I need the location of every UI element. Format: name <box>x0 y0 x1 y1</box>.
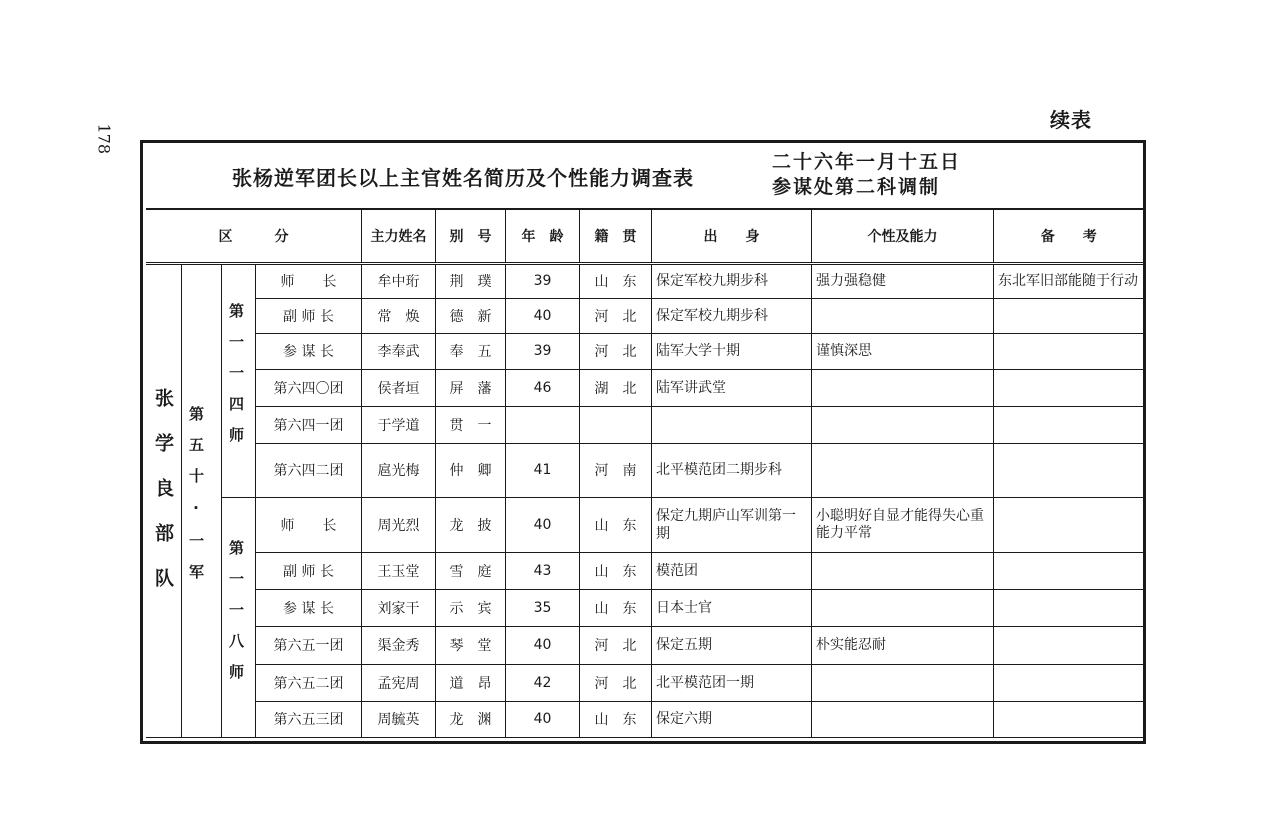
post-cell: 第六四二团 <box>256 443 362 497</box>
alias-cell: 琴 堂 <box>436 626 506 664</box>
background-cell: 保定军校九期步科 <box>652 263 812 298</box>
background-cell: 陆军讲武堂 <box>652 369 812 406</box>
remarks-cell <box>994 552 1144 589</box>
age-cell: 40 <box>506 298 580 333</box>
name-cell: 孟宪周 <box>362 664 436 701</box>
division-label: 第一一八师 <box>227 539 245 695</box>
remarks-cell <box>994 701 1144 737</box>
background-cell: 保定军校九期步科 <box>652 298 812 333</box>
remarks-cell <box>994 497 1144 552</box>
ability-cell <box>812 369 994 406</box>
ability-cell: 朴实能忍耐 <box>812 626 994 664</box>
army-label: 第五十·一军 <box>187 406 205 595</box>
post-cell: 第六四〇团 <box>256 369 362 406</box>
header-age: 年 龄 <box>506 209 580 263</box>
continuation-label: 续表 <box>1050 108 1092 132</box>
alias-cell: 道 昂 <box>436 664 506 701</box>
division-cell <box>222 263 256 497</box>
title-row <box>140 140 1146 208</box>
table-row <box>146 369 1144 406</box>
remarks-cell <box>994 589 1144 626</box>
remarks-cell <box>994 443 1144 497</box>
name-cell: 常 焕 <box>362 298 436 333</box>
origin-cell: 山 东 <box>580 701 652 737</box>
age-cell <box>506 406 580 443</box>
origin-cell: 山 东 <box>580 552 652 589</box>
post-cell: 参 谋 长 <box>256 333 362 369</box>
table-row <box>146 333 1144 369</box>
header-background: 出 身 <box>652 209 812 263</box>
post-cell: 参 谋 长 <box>256 589 362 626</box>
name-cell: 刘家干 <box>362 589 436 626</box>
origin-cell: 山 东 <box>580 497 652 552</box>
name-cell: 李奉武 <box>362 333 436 369</box>
background-cell: 北平模范团二期步科 <box>652 443 812 497</box>
remarks-cell <box>994 333 1144 369</box>
post-cell: 第六四一团 <box>256 406 362 443</box>
ability-cell <box>812 589 994 626</box>
ability-cell: 谨慎深思 <box>812 333 994 369</box>
name-cell: 王玉堂 <box>362 552 436 589</box>
age-cell: 41 <box>506 443 580 497</box>
origin-cell: 河 南 <box>580 443 652 497</box>
date-block <box>772 150 961 200</box>
alias-cell: 贯 一 <box>436 406 506 443</box>
background-cell: 模范团 <box>652 552 812 589</box>
name-cell: 周光烈 <box>362 497 436 552</box>
header-alias: 别 号 <box>436 209 506 263</box>
post-cell: 第六五一团 <box>256 626 362 664</box>
post-cell: 第六五二团 <box>256 664 362 701</box>
age-cell: 42 <box>506 664 580 701</box>
ability-cell: 小聪明好自显才能得失心重能力平常 <box>812 497 994 552</box>
header-remarks: 备 考 <box>994 209 1144 263</box>
table-row <box>146 589 1144 626</box>
alias-cell: 示 宾 <box>436 589 506 626</box>
background-cell: 保定五期 <box>652 626 812 664</box>
post-cell: 师 长 <box>256 497 362 552</box>
header-ability: 个性及能力 <box>812 209 994 263</box>
origin-cell: 河 北 <box>580 626 652 664</box>
remarks-cell <box>994 298 1144 333</box>
age-cell: 40 <box>506 497 580 552</box>
alias-cell: 奉 五 <box>436 333 506 369</box>
page-number: 178 <box>94 123 114 155</box>
background-cell: 保定六期 <box>652 701 812 737</box>
remarks-cell: 东北军旧部能随于行动 <box>994 263 1144 298</box>
remarks-cell <box>994 406 1144 443</box>
date-line: 二十六年一月十五日 <box>772 151 962 173</box>
background-cell: 陆军大学十期 <box>652 333 812 369</box>
header-name: 主力姓名 <box>362 209 436 263</box>
table-row <box>146 552 1144 589</box>
origin-cell: 河 北 <box>580 664 652 701</box>
background-cell: 保定九期庐山军训第一期 <box>652 497 812 552</box>
name-cell: 于学道 <box>362 406 436 443</box>
post-cell: 副 师 长 <box>256 552 362 589</box>
ability-cell <box>812 443 994 497</box>
remarks-cell <box>994 664 1144 701</box>
background-cell: 北平模范团一期 <box>652 664 812 701</box>
table-row <box>146 443 1144 497</box>
age-cell: 39 <box>506 263 580 298</box>
origin-cell: 山 东 <box>580 589 652 626</box>
table-row <box>146 701 1144 737</box>
header-origin: 籍 贯 <box>580 209 652 263</box>
remarks-cell <box>994 369 1144 406</box>
age-cell: 40 <box>506 626 580 664</box>
remarks-cell <box>994 626 1144 664</box>
officer-table <box>146 208 1144 738</box>
table-row <box>146 298 1144 333</box>
origin-cell: 山 东 <box>580 263 652 298</box>
name-cell: 扈光梅 <box>362 443 436 497</box>
ability-cell <box>812 406 994 443</box>
background-cell: 日本士官 <box>652 589 812 626</box>
origin-cell: 河 北 <box>580 333 652 369</box>
name-cell: 牟中珩 <box>362 263 436 298</box>
post-cell: 第六五三团 <box>256 701 362 737</box>
alias-cell: 荆 璞 <box>436 263 506 298</box>
post-cell: 副 师 长 <box>256 298 362 333</box>
origin-cell <box>580 406 652 443</box>
alias-cell: 德 新 <box>436 298 506 333</box>
ability-cell <box>812 701 994 737</box>
name-cell: 侯者垣 <box>362 369 436 406</box>
origin-cell: 湖 北 <box>580 369 652 406</box>
name-cell: 周毓英 <box>362 701 436 737</box>
table-row <box>146 263 1144 298</box>
alias-cell: 龙 渊 <box>436 701 506 737</box>
ability-cell: 强力强稳健 <box>812 263 994 298</box>
table-row <box>146 497 1144 552</box>
age-cell: 35 <box>506 589 580 626</box>
origin-cell: 河 北 <box>580 298 652 333</box>
force-label: 张学良部队 <box>152 388 174 613</box>
age-cell: 39 <box>506 333 580 369</box>
background-cell <box>652 406 812 443</box>
header-division: 区 分 <box>146 209 362 263</box>
table-row <box>146 406 1144 443</box>
post-cell: 师 长 <box>256 263 362 298</box>
age-cell: 40 <box>506 701 580 737</box>
ability-cell <box>812 298 994 333</box>
table-title: 张杨逆军团长以上主官姓名简历及个性能力调查表 <box>232 166 694 190</box>
age-cell: 43 <box>506 552 580 589</box>
force-cell <box>146 263 182 737</box>
compiler-line: 参谋处第二科调制 <box>772 176 941 198</box>
division-cell <box>222 497 256 737</box>
ability-cell <box>812 664 994 701</box>
alias-cell: 屏 藩 <box>436 369 506 406</box>
army-cell <box>182 263 222 737</box>
name-cell: 渠金秀 <box>362 626 436 664</box>
age-cell: 46 <box>506 369 580 406</box>
alias-cell: 雪 庭 <box>436 552 506 589</box>
ability-cell <box>812 552 994 589</box>
table-row <box>146 664 1144 701</box>
alias-cell: 仲 卿 <box>436 443 506 497</box>
table-row <box>146 626 1144 664</box>
header-row <box>146 209 1144 263</box>
division-label: 第一一四师 <box>227 303 245 458</box>
alias-cell: 龙 披 <box>436 497 506 552</box>
